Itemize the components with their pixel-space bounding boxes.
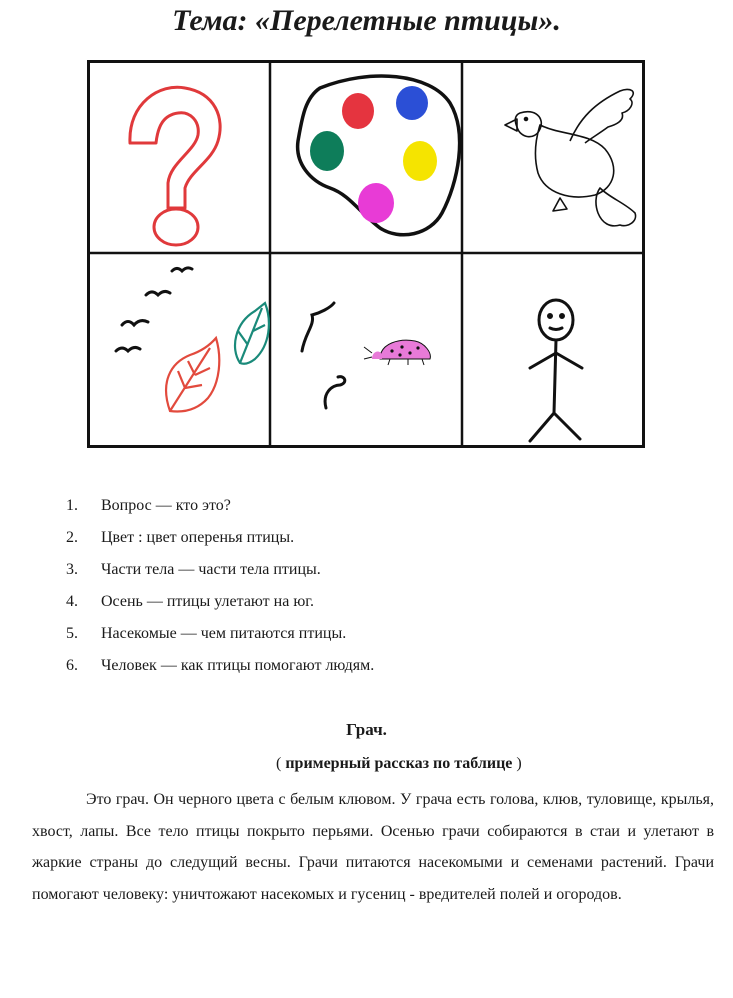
leaf-red-icon bbox=[166, 338, 219, 411]
list-item: 1. Вопрос — кто это? bbox=[66, 497, 231, 514]
picture-table bbox=[87, 60, 645, 448]
list-item: 6. Человек — как птицы помогают людям. bbox=[66, 657, 375, 674]
story-title: Грач. bbox=[346, 720, 387, 739]
palette-dot-green bbox=[310, 131, 344, 171]
picture-table-drawing bbox=[90, 63, 642, 445]
story-subtitle: ( примерный рассказ по таблице ) bbox=[276, 755, 522, 772]
flying-birds-icon bbox=[116, 268, 192, 351]
palette-dot-blue bbox=[396, 86, 428, 120]
person-icon bbox=[530, 300, 582, 441]
question-mark-icon bbox=[130, 87, 220, 245]
list-item: 4. Осень — птицы улетают на юг. bbox=[66, 593, 315, 610]
palette-icon bbox=[298, 76, 460, 235]
bird-icon bbox=[505, 89, 636, 225]
palette-dot-yellow bbox=[403, 141, 437, 181]
palette-dot-red bbox=[342, 93, 374, 129]
list-item: 5. Насекомые — чем питаются птицы. bbox=[66, 625, 347, 642]
leaf-green-icon bbox=[235, 303, 269, 364]
worm-icon bbox=[302, 303, 345, 408]
story-text: Это грач. Он черного цвета с белым клювом. У грача есть голова, клюв, туловище, крылья, хвост, лапы. Все тело птицы покрыто перьями. Осенью грачи собираются в стаи и улетают в жаркие страны до следущий весны. Грачи питаются насекомыми и семенами растений. Грачи помогают человеку: уничтожают насекомых и гусениц - вредителей полей и огородов. bbox=[32, 791, 714, 903]
list-item: 3. Части тела — части тела птицы. bbox=[66, 561, 321, 578]
page-title: Тема: «Перелетные птицы». bbox=[172, 4, 561, 37]
ladybug-icon bbox=[364, 340, 430, 365]
list-item: 2. Цвет : цвет оперенья птицы. bbox=[66, 529, 295, 546]
palette-dot-pink bbox=[358, 183, 394, 223]
legend-list bbox=[66, 494, 374, 686]
